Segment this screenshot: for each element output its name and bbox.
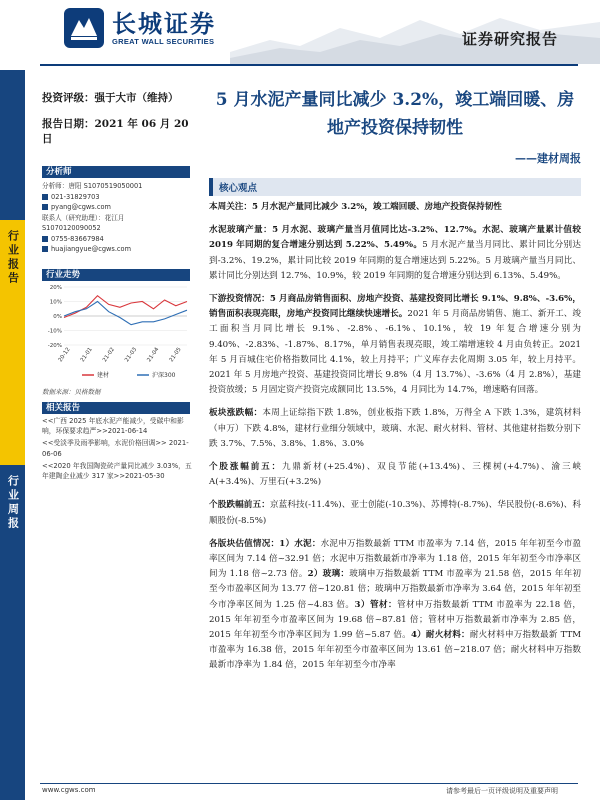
cement-glass-lead: 水泥玻璃产量：5 月水泥、玻璃产量当月值同比达-3.2%、12.7%。水泥、玻璃产量累计值较 2019 年同期的复合增速分别达到 5.22%、5.49%。 xyxy=(209,225,581,251)
legend-label: 建材 xyxy=(97,372,110,379)
related-report[interactable]: <<2020 年我国陶瓷砖产量同比减少 3.03%，五年建陶企业减少 317 家>>2021-05-30 xyxy=(42,461,192,481)
x-tick-label: 20-12 xyxy=(57,346,72,364)
assistant-email xyxy=(42,244,192,255)
downstream-body: 2021 年 5 月商品房销售、施工、新开工、竣工面积当月同比增长 9.1%、-2.8%、-6.1%、10.1%，较 19 年复合增速分别为 9.40%、-2.83%、-1.87%、8.17%，单月销售表现亮眼，竣工端增速较 4 月由负转正。2021 年 5 月百城住宅价格指数同比 4.1%，较上月持平；广义库存去化周期 3.05 年，较上月持平。2021 年 5 月房地产投资、基建投资同比增长 9.8%（4 月 13.7%）、-3.6%（4 月 2.8%），基建投资放缓；5 月固定资产投资完成额同比 13.5%，4 月同比为 14.7%，增速略有回落。 xyxy=(209,309,581,396)
analyst-email xyxy=(42,202,192,213)
side-bar xyxy=(0,0,25,800)
top-gainers-paragraph xyxy=(209,460,581,490)
top-losers-lead: 个股跌幅前五： xyxy=(209,500,270,511)
footer-url[interactable]: www.cgws.com xyxy=(42,786,96,794)
logo-brand-en: GREAT WALL SECURITIES xyxy=(112,36,215,46)
summary-text: 本周关注：5 月水泥产量同比减少 3.2%，竣工端回暖、房地产投资保持韧性 xyxy=(209,202,502,212)
sector-move-lead: 板块涨跌幅： xyxy=(209,408,263,419)
valuation-pipe-lead: 3）管材： xyxy=(354,599,398,610)
top-losers-body: 京蓝科技(-11.4%)、亚士创能(-10.3%)、苏博特(-8.7%)、华民股份(-8.6%)、科顺股份(-8.5%) xyxy=(209,500,581,526)
side-tag-report xyxy=(0,220,25,465)
investment-rating: 投资评级：强于大市（维持） xyxy=(42,92,179,104)
y-tick-label: 0% xyxy=(53,314,62,320)
analyst-email-value: pyang@cgws.com xyxy=(51,203,111,211)
report-title: 5 月水泥产量同比减少 3.2%，竣工端回暖、房地产投资保持韧性 xyxy=(215,90,575,138)
x-tick-label: 21-01 xyxy=(79,346,94,364)
logo-brand-cn: 长城证券 xyxy=(112,9,216,38)
trend-section xyxy=(42,269,192,396)
cement-glass-paragraph xyxy=(209,223,581,284)
footer-rule xyxy=(40,783,578,784)
valuation-cement: 水泥申万指数最新 TTM 市盈率为 7.14 倍，2015 年年初至今市盈率区间为 7.14 倍~32.91 倍；水泥申万指数最新市净率为 1.18 倍，2015 年年初至今市净率区间为 1.18 倍~2.73 倍。 xyxy=(209,538,582,580)
summary-paragraph xyxy=(209,200,581,215)
valuation-lead: 各版块估值情况：1）水泥： xyxy=(209,538,321,549)
mail-icon xyxy=(42,204,48,210)
logo-icon xyxy=(62,6,106,50)
top-gainers-lead: 个股涨幅前五： xyxy=(209,462,282,473)
x-tick-label: 21-02 xyxy=(101,346,117,364)
left-info-column xyxy=(42,72,192,481)
phone-icon xyxy=(42,236,48,242)
valuation-glass-lead: 2）玻璃： xyxy=(307,569,350,580)
logo xyxy=(62,6,216,50)
related-head: 相关报告 xyxy=(42,402,190,414)
valuation-fire: 耐火材料申万指数最新 TTM 市盈率为 16.38 倍，2015 年年初至今市盈率区间为 13.61 倍~218.07 倍；耐火材料申万指数最新市净率为 1.84 倍，2015 年年初至今市净率 xyxy=(209,630,581,671)
y-tick-label: 10% xyxy=(49,299,62,306)
valuation-glass: 玻璃申万指数最新 TTM 市盈率为 21.58 倍，2015 年年初至今市盈率区间为 13.77 倍~120.81 倍；玻璃申万指数最新市净率为 3.64 倍，2015 年年初至今市净率区间为 1.25 倍~4.83 倍。 xyxy=(209,569,582,610)
core-view-head: 核心观点 xyxy=(209,178,581,196)
downstream-paragraph xyxy=(209,292,581,398)
x-tick-label: 21-03 xyxy=(124,346,139,364)
analyst-phone-value: 021-31829703 xyxy=(51,192,100,201)
related-report[interactable]: <<受淡季及雨季影响，水泥价格回调>> 2021-06-06 xyxy=(42,439,189,458)
valuation-fire-lead: 4）耐火材料： xyxy=(410,630,470,641)
series-line xyxy=(64,296,187,318)
analyst-head: 分析师 xyxy=(42,166,190,178)
sector-move-paragraph xyxy=(209,406,581,452)
report-date: 报告日期：2021 年 06 月 20 日 xyxy=(42,118,189,145)
analyst-section xyxy=(42,166,192,255)
legend-label: 沪深300 xyxy=(152,372,176,379)
related-report[interactable]: <<广西 2025 年底水泥产能减少，受碳中和影响，环保要求趋严>>2021-06-14 xyxy=(42,417,184,436)
header-rule xyxy=(40,64,578,66)
x-tick-label: 21-05 xyxy=(168,346,183,364)
trend-chart xyxy=(42,283,192,383)
y-tick-label: -10% xyxy=(47,328,62,335)
main-content xyxy=(209,72,581,674)
downstream-lead: 下游投资情况：5 月商品房销售面积、房地产投资、基建投资同比增长 9.1%、9.8%、-3.6%，销售面积表现亮眼，房地产投资同比继续快速增长。 xyxy=(209,294,581,320)
assistant-email-value: huajiangyue@cgws.com xyxy=(51,245,132,253)
assistant-phone-value: 0755-83667984 xyxy=(51,234,104,243)
valuation-pipe: 管材申万指数最新 TTM 市盈率为 22.18 倍，2015 年年初至今市盈率区间为 19.68 倍~87.81 倍；管材申万指数最新市净率为 2.85 倍，2015 年年初至今市净率区间为 1.99 倍~5.87 倍。 xyxy=(209,599,582,641)
side-tag-weekly-label: 行业周报 xyxy=(6,475,20,531)
y-tick-label: 20% xyxy=(49,285,62,291)
side-tag-report-label: 行业报告 xyxy=(6,230,20,286)
valuation-paragraph xyxy=(209,537,581,674)
sector-move-body: 本周上证综指下跌 1.8%，创业板指下跌 1.8%，万得全 A 下跌 1.3%，建筑材料（申万）下跌 4.8%，建材行业细分领域中，玻璃、水泥、耐火材料、管材、其他建材指数分别下跌 3.7%、7.5%、3.8%、1.8%、3.0% xyxy=(209,408,581,449)
assistant-id: S1070120090052 xyxy=(42,224,101,232)
assistant-line: 联系人（研究助理）：花江月 xyxy=(42,213,125,222)
cement-glass-body: 5 月水泥产量当月同比、累计同比分别达到-3.2%、19.2%，累计同比较 2019 年同期的复合增速达到 5.22%。5 月玻璃产量当月同比、累计同比分别达到 12.7%、10.9%，较 2019 年同期的复合增速分别达到 6.13%、5.49%。 xyxy=(209,240,581,281)
page-header xyxy=(0,0,600,70)
analyst-phone xyxy=(42,192,192,203)
top-gainers-body: 九鼎新材(+25.4%)、双良节能(+13.4%)、三棵树(+4.7%)、渝三峡 A(+3.4%)、万里石(+3.2%) xyxy=(209,462,581,488)
mail-icon xyxy=(42,246,48,252)
phone-icon xyxy=(42,194,48,200)
report-subtitle: ——建材周报 xyxy=(515,152,581,165)
trend-source: 数据来源：贝格数据 xyxy=(42,388,101,396)
analyst-line: 分析师：唐阳 S1070519050001 xyxy=(42,182,143,190)
report-type: 证券研究报告 xyxy=(461,30,558,48)
x-tick-label: 21-04 xyxy=(146,346,161,364)
footer-disclaimer: 请参考最后一页评级说明及重要声明 xyxy=(446,787,558,795)
trend-head: 行业走势 xyxy=(42,269,190,281)
side-tag-weekly xyxy=(0,465,25,800)
related-section xyxy=(42,402,192,481)
top-losers-paragraph xyxy=(209,498,581,528)
assistant-phone xyxy=(42,234,192,245)
y-tick-label: -20% xyxy=(47,343,62,349)
